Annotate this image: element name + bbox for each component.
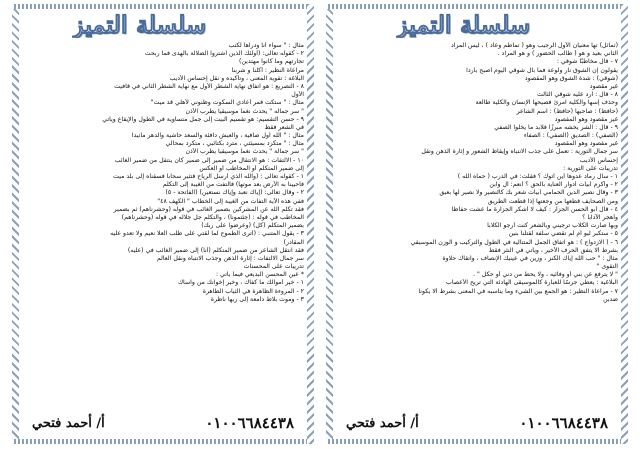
text-line: ٥ - ستكبر ليو أم لم تقضي سلفة لقتلنا بنين: [508, 230, 618, 238]
text-line: فقد تكلم الله عن المشركين بضمير الغائب في قوله (وحشرناهم) ثم بضمير: [113, 205, 304, 213]
text-line: (حافظ) : صاحبها (حافظ) : اسم الشاعر: [516, 107, 618, 115]
page-footer: [346, 412, 608, 434]
text-line: " سر جمالة " يحدث نغما موسيقيا يطرب الأذن: [185, 148, 304, 156]
text-line: ٦ - ( الازدواج ) : هو اتفاق الجمل المتتالية في الطول والتركيب و الوزن الموسيقي: [410, 238, 618, 246]
text-line: ٢ - وقال تعالى: (إياك نعبد وإياك نستعين) (الفاتحة - ٥): [165, 189, 304, 197]
text-line: ٢ - وأكرم أبيات أدوار العناية بالحق ؟ أنعم: آل وابن: [489, 181, 618, 189]
text-line: " لا يترفع عن بني أو وفائيه ، ولا يحط من دني أو حكل " .: [473, 271, 618, 279]
text-line: مثال : " متكرد بمسيئتي ، مترد بكتائبي ، متكرد بمحالي: [165, 140, 304, 148]
text-line: بضمير المتكلم (كل) (وعرضوا على ربك): [201, 222, 304, 230]
page-text-body: [336, 42, 618, 406]
text-line: تدريبات على التورية :: [563, 164, 618, 172]
text-line: مثال : " حب الله إياك الكنز ، وزين في عينيك الإنصاف ، واتقاك حلاوة: [442, 254, 618, 262]
text-line: ٨ - التصريع : هو اتفاق نهاية الشطر الأول مع نهاية الشطر الثاني في قافيت: [114, 82, 304, 90]
text-line: (شوقي) : شدة الشوق وهو المقصود: [524, 74, 618, 82]
text-line: المخاطب في قوله : (جئتمونا) ، والتكلم جل جلاله في قوله (وحشرناهم): [121, 213, 304, 221]
text-line: فقد انتقل الشاعر من ضمير المتكلم (أنا) إلى ضمير الغائب في (عليه): [127, 246, 304, 254]
text-line: إلى ضمير المتكلم أو المخاطب أو العكس: [199, 164, 304, 172]
text-line: ٧ - مراعاة النظير : هو الجمع بين الشيء وما يناسبه في المعنى بشرط ألا يكونا: [418, 287, 618, 295]
text-line: ومن الصحايف قطعها من وجعتها إذا قطعت الطريق: [487, 197, 618, 205]
phone-number: ٠١٠٠٦٦٨٤٤٣٨: [205, 414, 294, 432]
text-line: غير مقصود وهو المقصود: [554, 115, 618, 123]
text-line: (الصفي) : الصديق (الصفي) : الصفاء: [523, 132, 618, 140]
text-line: وحذف إسها والكلية امرئ فصيحها الإنسان والكلية طالعة: [475, 99, 618, 107]
text-line: ٧ - قال مخاطبًا شوقي :: [556, 58, 618, 66]
page-left: [12, 4, 314, 444]
text-line: البلاغة : تقوية المعنى ، وتأكيده و نقل إحساس الأديب: [169, 74, 304, 82]
text-line: * عين المحسن البديعي فيما يأتي :: [215, 271, 304, 279]
text-line: البلاغية : يعطي جرسًا للعبارة كالموسيقى الهادئة التي تريح الأعصاب: [446, 279, 618, 287]
page-text-body: [22, 42, 304, 406]
text-line: في الشعر فقط: [264, 123, 304, 131]
text-line: ٩ - حسن التقسيم: هو تقسيم البيت إلى جمل متساوية في الطول والإيقاع ويأتي: [102, 115, 304, 123]
text-line: ففي هذه الآية التفات من الغيبة إلى الخطاب " الكهف ٤٨": [157, 197, 304, 205]
series-title-banner: سلسلة التميز: [396, 10, 531, 38]
text-line: ٣ - يقول المتنبي : (أترى الطموح لما لقتي على طلب العلا نعيم ولا تعدو عليه: [110, 230, 304, 238]
text-line: ٢ - المروءة الظاهرة في الثياب الطاهرة: [202, 287, 304, 295]
text-line: ١ - كقوله تعالى : (والله الذي أرسل الرياح فتثير سحابا فسقناه إلى بلد ميت: [113, 173, 304, 180]
text-line: ١٠ - الالتفات : هو الانتقال من ضمير إلى ضمير كأن ينتقل من ضمير الغائب: [114, 156, 304, 164]
text-line: غير مقصود: [589, 82, 618, 90]
decorative-border-bottom: [326, 439, 628, 444]
text-line: (تماثل) تها معنيان الأول الرجيب وهو ( تماطم وعاد ) ، ليس المراد: [451, 42, 618, 49]
text-line: ٤ - قال أبو الحسن الجزار : كيف لا أشكر الجزارة ما عشت حفاظا: [451, 205, 618, 213]
text-line: ٣ - وقال نصير الدين الحمامي أبيات شعر بك كالنصير ولا نصير لها بعيق: [439, 189, 618, 197]
text-line: مثال : " ستكت فمر أعادي السكوت وظنوني لأهلي قد ميت": [150, 99, 304, 107]
phone-number: ٠١٠٠٦٦٨٤٤٣٨: [519, 414, 608, 432]
text-line: سر جمال الالتفات : إثارة الذهن وجذب الانتباه ونقل العالم: [156, 254, 304, 262]
text-line: غير مقصود وهو المقصود: [554, 140, 618, 148]
page-right: [326, 4, 628, 444]
text-line: فأحيينا به الأرض بعد موتها) فالتفت من الغيبة إلى التكلم: [162, 181, 304, 189]
text-line: تدريبات على المحسنات: [243, 263, 304, 271]
decorative-border-bottom: [12, 439, 314, 444]
text-line: وبها صارت الكلاب ترجيني وبالشعر كنت أرجو الكلابا: [487, 222, 618, 230]
decorative-border-top: [326, 4, 628, 9]
series-title-banner: سلسلة التميز: [72, 10, 207, 38]
text-line: ٣ - وموت بلاط دامعة إلى ربها ناظرة: [210, 295, 304, 303]
text-line: ٢ - كقوله تعالى: (أولئك الذين اشتروا الضلالة بالهدى فما ربحت: [144, 50, 304, 58]
text-line: التقوى ": [596, 263, 618, 271]
text-line: مثال : " سواء أنا ودراها لكتب: [228, 42, 304, 49]
teacher-name: أ/ أحمد فتحي: [32, 415, 105, 431]
text-line: تجارتهم وما كانوا مهتدين): [239, 58, 304, 66]
text-line: يقولون إن الشوق نار ولوعة فما بال شوقي اليوم أصبح باردا: [466, 66, 618, 74]
text-line: بشرط ألا يتفق الحرف الأخير ، ويأتي في النثر فقط: [488, 246, 618, 254]
text-line: " سر جماله " يحدث نغما موسيقيا يطرب الأذن: [185, 107, 304, 115]
page-footer: [32, 412, 294, 434]
text-line: مراعاة النظير : أكلنا و شربنا: [231, 66, 304, 74]
teacher-name: أ/ أحمد فتحي: [346, 415, 419, 431]
text-line: الأول: [291, 91, 304, 99]
text-line: ١ - سال رماد عدوها أين أتوك ؟ فقلت: في الدرب ( حماه الله ): [457, 173, 618, 180]
text-line: ٩ - قال : الشر يخشه مبرزًا فلابد ما يخلوا الصفي: [494, 123, 618, 131]
decorative-border-top: [12, 4, 314, 9]
text-line: ١ - خير أموالك ما كفاك ، وخير إخوانك من واساك: [177, 279, 304, 287]
text-line: إحساس الأديب: [579, 156, 618, 164]
text-line: ضدين: [603, 295, 618, 303]
text-line: وأهجر الآدابا ؟: [582, 213, 618, 221]
text-line: الثاني بعيد و هو ( طالب الحضور ) و هو المراد .: [497, 50, 618, 58]
text-line: المقادر): [283, 238, 304, 246]
text-line: ٨ - قال : أرد عليه شوقي الثالث: [537, 91, 618, 99]
text-line: سر جمال التورية : تعمل على جذب الانتباه وإيقاظ الشعور و إثارة الذهن وتقل: [421, 148, 618, 156]
text-line: مثال : " الله أول صافية ، والعيش دافئة والسعد حاشية والدهر ماتيدا: [131, 132, 304, 140]
